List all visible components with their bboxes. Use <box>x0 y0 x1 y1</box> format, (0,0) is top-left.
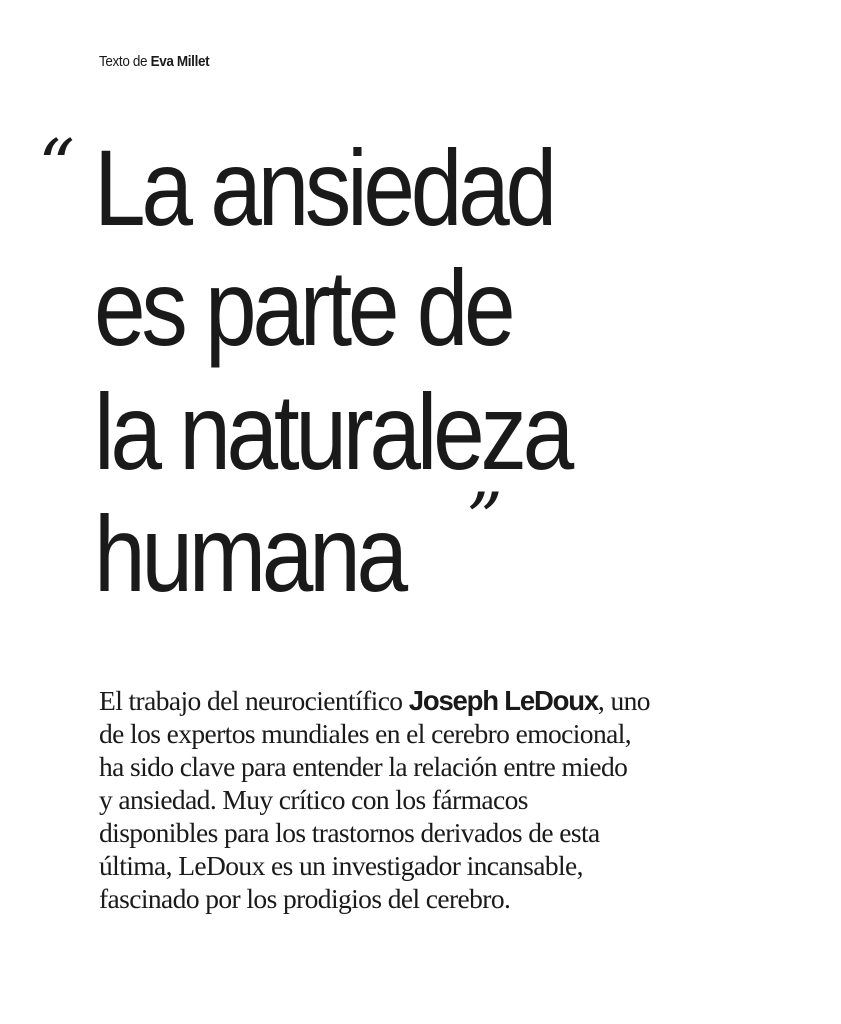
headline-line-2: es parte de <box>94 247 512 368</box>
headline-line-3: la naturaleza <box>94 371 570 492</box>
intro-line-4: y ansiedad. Muy crítico con los fármacos <box>99 784 528 815</box>
interviewee-name: Joseph LeDoux <box>408 685 598 716</box>
intro-line-7: fascinado por los prodigios del cerebro. <box>99 883 511 914</box>
intro-line-5: disponibles para los trastornos derivados de esta <box>99 817 600 848</box>
byline-prefix: Texto de <box>99 53 148 70</box>
open-quote-mark: “ <box>38 124 75 208</box>
headline-line-1: La ansiedad <box>94 127 553 248</box>
headline-line-4: humana <box>94 493 404 614</box>
intro-text-start: El trabajo del neurocientífico <box>99 685 409 716</box>
headline-quote <box>0 124 841 614</box>
intro-paragraph <box>99 684 739 915</box>
intro-line-6: última, LeDoux es un investigador incansable, <box>99 850 583 881</box>
intro-line-1 <box>99 684 739 717</box>
byline-author: Eva Millet <box>150 53 210 70</box>
intro-line-2: de los expertos mundiales en el cerebro emocional, <box>99 718 632 749</box>
intro-line-3: ha sido clave para entender la relación entre miedo <box>99 751 628 782</box>
close-quote-mark: ” <box>466 477 503 561</box>
intro-text-continue: , uno <box>597 685 650 716</box>
byline <box>99 53 209 70</box>
